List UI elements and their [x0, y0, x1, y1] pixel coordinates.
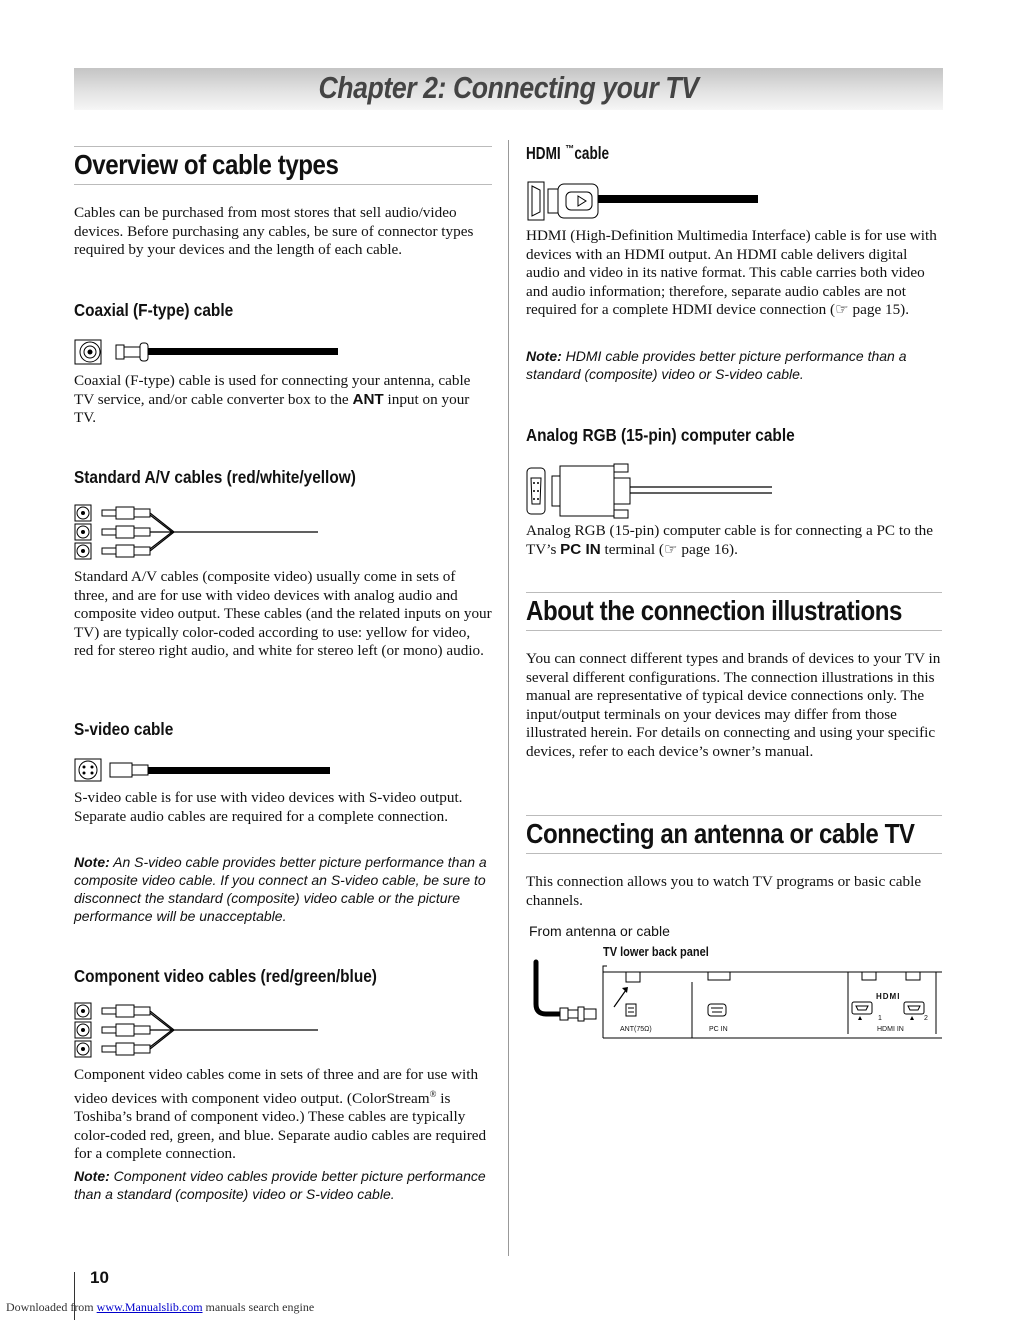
coax-heading: Coaxial (F-type) cable: [74, 300, 234, 320]
component-cables-icon: [74, 1002, 324, 1060]
chapter-title: Chapter 2: Connecting your TV: [318, 70, 699, 105]
svideo-cable-icon: [74, 758, 334, 782]
pc-in-port-label: PC IN: [709, 1026, 728, 1033]
av-body: Standard A/V cables (composite video) usually come in sets of three, and are for use with video devices with analog audio and composite video output. These cables (and the related inputs on your TV) are typically color-coded according to use: yellow for video, red for stereo right audio, and white for stereo left (or mono) audio.: [74, 568, 492, 660]
rgb-heading: Analog RGB (15-pin) computer cable: [526, 425, 795, 445]
hdmi-note: Note: HDMI cable provides better picture performance than a standard (composite) video or S-video cable.: [526, 348, 907, 382]
footer: Downloaded from www.Manualslib.com manuals search engine: [6, 1300, 315, 1314]
rgb-cable-icon: [526, 462, 776, 522]
coax-cable-icon: [74, 338, 344, 366]
from-antenna-label: From antenna or cable: [529, 923, 670, 939]
coax-body: Coaxial (F-type) cable is used for connecting your antenna, cable TV service, and/or cable converter box to the ANT input on your TV.: [74, 372, 471, 427]
component-heading: Component video cables (red/green/blue): [74, 966, 377, 986]
svideo-heading: S-video cable: [74, 719, 174, 739]
manualslib-link[interactable]: www.Manualslib.com: [96, 1300, 203, 1314]
hdmi-port-2-label: 2: [924, 1015, 928, 1022]
about-heading: About the connection illustrations: [526, 592, 942, 631]
av-cables-icon: [74, 504, 324, 562]
svideo-note: Note: An S-video cable provides better picture performance than a composite video cable. If you connect an S-video cable, be sure to disconnect the standard (composite) video cable or the picture performance will be unacceptable.: [74, 854, 487, 924]
component-body: Component video cables come in sets of three and are for use with video devices with component video output. (ColorStream® is Toshiba’s brand of component video.) These cables are typically color-coded red, green, and blue. Separate audio cables are required for a complete connection.: [74, 1066, 487, 1163]
hdmi-in-port-label: HDMI IN: [877, 1026, 904, 1033]
tv-panel-label: TV lower back panel: [603, 945, 709, 959]
hdmi-body: HDMI (High-Definition Multimedia Interface) cable is for use with devices with an HDMI output. An HDMI cable delivers digital audio and video in its native format. This cable carries both video and audio information; therefore, separate audio cables are not required for a complete HDMI device connection (☞ page 15).: [526, 227, 937, 319]
component-note: Note: Component video cables provide better picture performance than a standard (composite) video or S-video cable.: [74, 1168, 486, 1202]
overview-body: Cables can be purchased from most stores that sell audio/video devices. Before purchasing any cables, be sure of connector types required by your devices and the length of each cable.: [74, 204, 474, 259]
hdmi-cable-icon: [526, 180, 766, 222]
svideo-body: S-video cable is for use with video devices with S-video output. Separate audio cables are required for a complete connection.: [74, 789, 463, 825]
av-heading: Standard A/V cables (red/white/yellow): [74, 467, 356, 487]
about-body: You can connect different types and brands of devices to your TV in several different configurations. The connection illustrations in this manual are representative of typical device connections only. The input/output terminals on your devices may differ from those illustrated herein. For details on connecting and using your specific devices, refer to each device’s owner’s manual.: [526, 650, 941, 760]
antenna-heading: Connecting an antenna or cable TV: [526, 815, 942, 854]
overview-heading: Overview of cable types: [74, 146, 492, 185]
antenna-body: This connection allows you to watch TV programs or basic cable channels.: [526, 873, 922, 909]
ant-port-label: ANT(75Ω): [620, 1026, 652, 1033]
rgb-body: Analog RGB (15-pin) computer cable is for connecting a PC to the TV’s PC IN terminal (☞ page 16).: [526, 522, 934, 558]
hdmi-heading: HDMI ™cable: [526, 143, 609, 163]
page-number: 10: [90, 1268, 109, 1287]
hdmi-port-1-label: 1: [878, 1015, 882, 1022]
hdmi-logo: HDMI: [876, 992, 901, 1001]
column-divider: [508, 140, 509, 1256]
